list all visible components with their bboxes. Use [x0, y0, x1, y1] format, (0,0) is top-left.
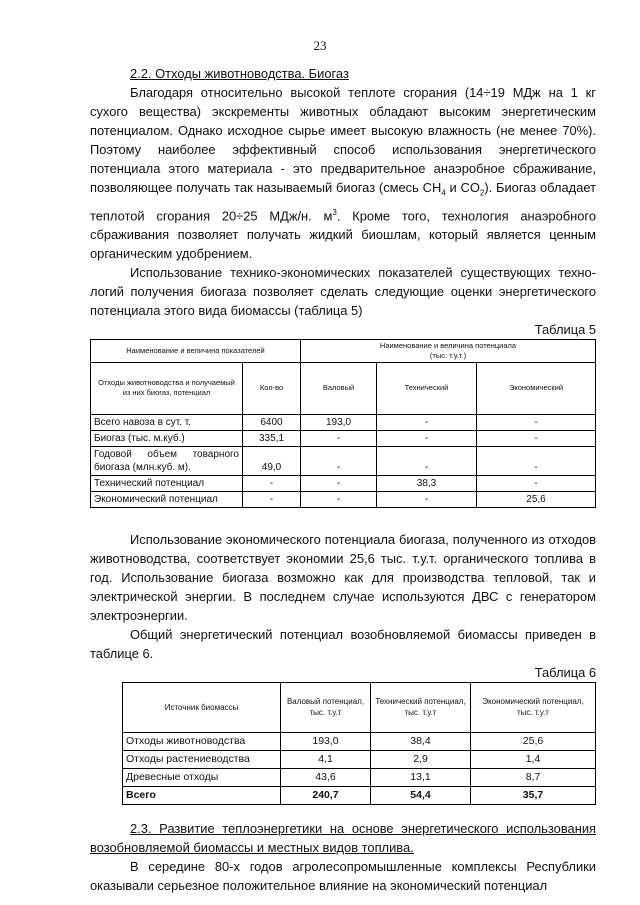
table6-header-row — [123, 682, 596, 732]
table6-col-source: Источник биомассы — [123, 682, 281, 732]
table5-header-right: Наименование и величина потенциала (тыс. т.у.т.) — [301, 339, 596, 362]
table-6 — [122, 682, 596, 805]
table6-col-gross: Валовый потенциал, тыс. т.у.т — [281, 682, 371, 732]
table6-col-econ: Экономический потенциал, тыс. т.у.т — [471, 682, 596, 732]
table5-header-row — [91, 339, 596, 362]
paragraph-economy: Использование экономического потенциала биогаза, полученного из отходов животноводства, соответствует экономии 25,6 тыс. т.у.т. органического топлива в год. Использование биогаза возможно как для производства тепловой, так и электрической энергии. В последнем случае используются ДВС с генератором электроэнергии. — [90, 531, 596, 623]
table5-caption: Таблица 5 — [534, 321, 596, 337]
paragraph-agro-complexes: В середине 80-х годов агролесопромышленные комплексы Республики оказывали серьезное положительное влияние на экономический потенциал — [90, 858, 596, 893]
table-total-row: Всего 240,7 54,4 35,7 — [123, 786, 596, 804]
table5-subheader-row — [91, 362, 596, 414]
table5-col-econ: Экономический — [477, 362, 596, 414]
table-row: Древесные отходы 43,6 13,1 8,7 — [123, 768, 596, 786]
table-5 — [90, 339, 596, 508]
table-row: Всего навоза в сут. т. 6400 193,0 - - — [91, 414, 596, 430]
table-row: Технический потенциал - - 38,3 - — [91, 475, 596, 491]
table5-col-gross: Валовый — [301, 362, 377, 414]
paragraph-biogas-intro: Благодаря относительно высокой теплоте сгорания (14÷19 МДж на 1 кг сухого вещества) экскременты животных обладают высоким энергетическим потенциалом. Однако исходное сырье имеет высокую влажность (не менее 70%). Поэтому наиболее эффективный способ использования энергетического потенциала этого материала - это предварительное анаэробное сбраживание, позволяющее получать так называемый биогаз (смесь $CH_4$ и $CO_2$). Биогаз обладает теплотой сгорания 20÷25 МДж/н. $м^3$. Кроме того, технология анаэробного сбраживания позволяет получать жидкий биошлам, который является ценным органическим удобрением. — [90, 85, 597, 261]
section-heading-2-2: 2.2. Отходы животноводства. Биогаз — [130, 66, 349, 81]
page-content — [90, 64, 596, 895]
table-row: Отходы животноводства 193,0 38,4 25,6 — [123, 732, 596, 750]
table5-col-tech: Технический — [377, 362, 477, 414]
table6-caption: Таблица 6 — [534, 664, 596, 680]
paragraph-estimates: Использование технико-экономических показателей существующих техно-логий получения биогаза позволяет сделать следующие оценки энергетического потенциала этого вида биомассы (таблица 5) — [90, 264, 596, 318]
table-row: Экономический потенциал - - - 25,6 — [91, 491, 596, 507]
table5-col-qty: Кол-во — [243, 362, 301, 414]
table6-col-tech: Технический потенциал, тыс. т.у.т — [371, 682, 471, 732]
page-number: 23 — [313, 38, 327, 53]
paragraph-total-potential: Общий энергетический потенциал возобновляемой биомассы приведен в таблице 6. — [90, 626, 596, 661]
table5-col-source: Отходы животноводства и получаемый из них биогаз, потенциал — [91, 362, 243, 414]
table-row: Отходы растениеводства 4,1 2,9 1,4 — [123, 750, 596, 768]
table-row: Годовой объем товарного биогаза (млн.куб. м). 49,0 - - - — [91, 446, 596, 475]
table-row: Биогаз (тыс. м.куб.) 335,1 - - - — [91, 430, 596, 446]
table5-header-left: Наименование и величина показателей — [91, 339, 301, 362]
section-heading-2-3: 2.3. Развитие теплоэнергетики на основе энергетического использования возобновляемой биомассы и местных видов топлива. — [90, 820, 596, 855]
